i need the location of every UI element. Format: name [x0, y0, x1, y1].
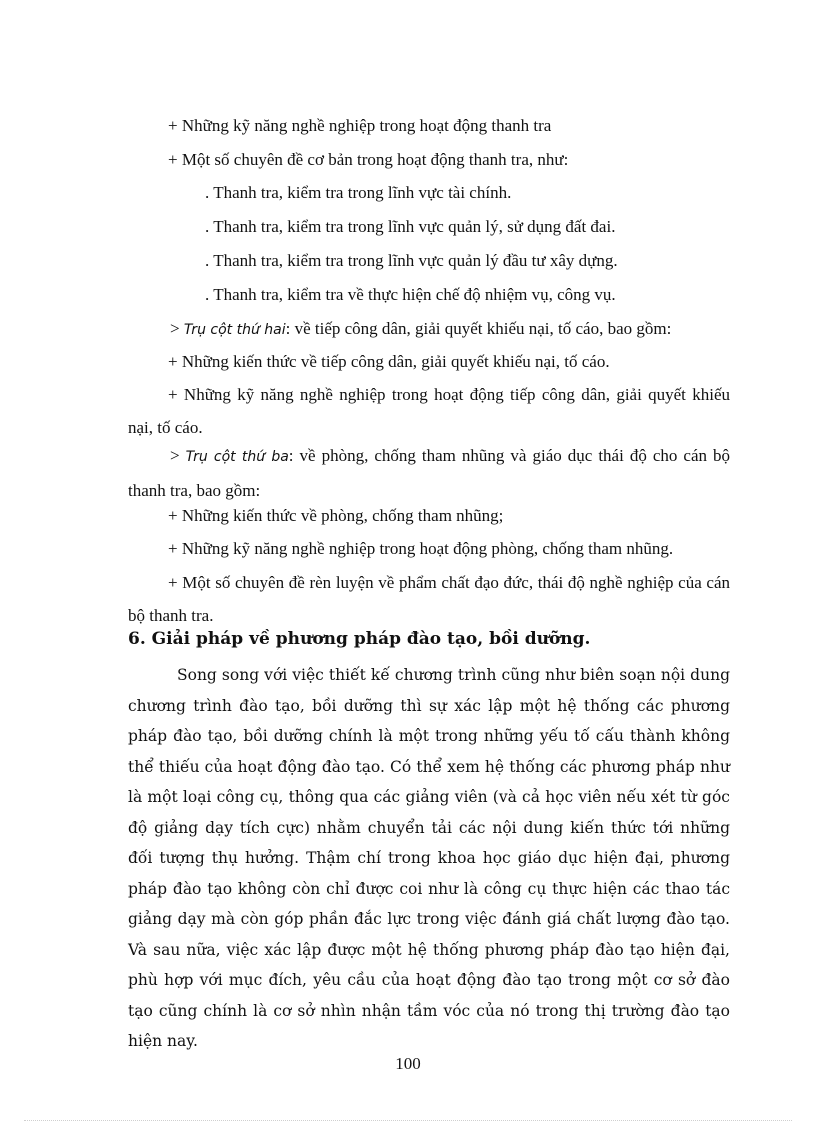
page-number: 100 [395, 1054, 421, 1073]
body-paragraph: Song song với việc thiết kế chương trình cũng như biên soạn nội dung chương trình đào tạo, bồi dưỡng thì sự xác lập một hệ thống các phương pháp đào tạo, bồi dưỡng chính là một trong những yếu tố cấu thành không thể thiếu của hoạt động đào tạo. Có thể xem hệ thống các phương pháp như là một loại công cụ, thông qua các giảng viên (và cả học viên nếu xét từ góc độ giảng dạy tích cực) nhằm chuyển tải các nội dung kiến thức tới những đối tượng thụ hưởng. Thậm chí trong khoa học giáo dục hiện đại, phương pháp đào tạo không còn chỉ được coi như là công cụ thực hiện các thao tác giảng dạy mà còn góp phần đắc lực trong việc đánh giá chất lượng đào tạo. Và sau nữa, việc xác lập được một hệ thống phương pháp đào tạo hiện đại, phù hợp với mục đích, yêu cầu của hoạt động đào tạo trong một cơ sở đào tạo cũng chính là cơ sở nhìn nhận tầm vóc của nó trong thị trường đào tạo hiện nay. [128, 666, 730, 1050]
footer-divider [24, 1120, 792, 1121]
text-line: + Những kỹ năng nghề nghiệp trong hoạt động thanh tra [168, 116, 552, 135]
pillar-three-label: Trụ cột thứ ba [185, 449, 289, 465]
text-line: . Thanh tra, kiểm tra trong lĩnh vực quản lý, sử dụng đất đai. [205, 217, 616, 236]
section-heading: 6. Giải pháp về phương pháp đào tạo, bồi dưỡng. [128, 629, 591, 649]
pillar-two-label: Trụ cột thứ hai [183, 322, 286, 338]
pillar-two-line [170, 318, 671, 341]
pillar-three-text: : về phòng, chống tham nhũng và giáo dục thái độ cho cán bộ thanh tra, bao gồm: [128, 446, 730, 500]
text-line: . Thanh tra, kiểm tra trong lĩnh vực quản lý đầu tư xây dựng. [205, 251, 618, 270]
text-line: . Thanh tra, kiểm tra về thực hiện chế độ nhiệm vụ, công vụ. [205, 285, 616, 304]
pillar-three-paragraph [128, 439, 730, 507]
text-line: + Những kiến thức về phòng, chống tham nhũng; [168, 506, 504, 525]
text-line: + Một số chuyên đề cơ bản trong hoạt động thanh tra, như: [168, 150, 569, 169]
text-paragraph: + Một số chuyên đề rèn luyện về phẩm chất đạo đức, thái độ nghề nghiệp của cán bộ thanh tra. [128, 573, 730, 625]
pillar-two-text: : về tiếp công dân, giải quyết khiếu nại, tố cáo, bao gồm: [285, 319, 672, 338]
pillar-marker: > [170, 319, 184, 338]
text-line: + Những kiến thức về tiếp công dân, giải quyết khiếu nại, tố cáo. [168, 352, 610, 371]
pillar-marker: > [170, 446, 186, 465]
text-line: . Thanh tra, kiểm tra trong lĩnh vực tài chính. [205, 183, 512, 202]
text-paragraph: + Những kỹ năng nghề nghiệp trong hoạt động tiếp công dân, giải quyết khiếu nại, tố cáo. [128, 385, 730, 437]
text-line: + Những kỹ năng nghề nghiệp trong hoạt động phòng, chống tham nhũng. [168, 539, 674, 558]
